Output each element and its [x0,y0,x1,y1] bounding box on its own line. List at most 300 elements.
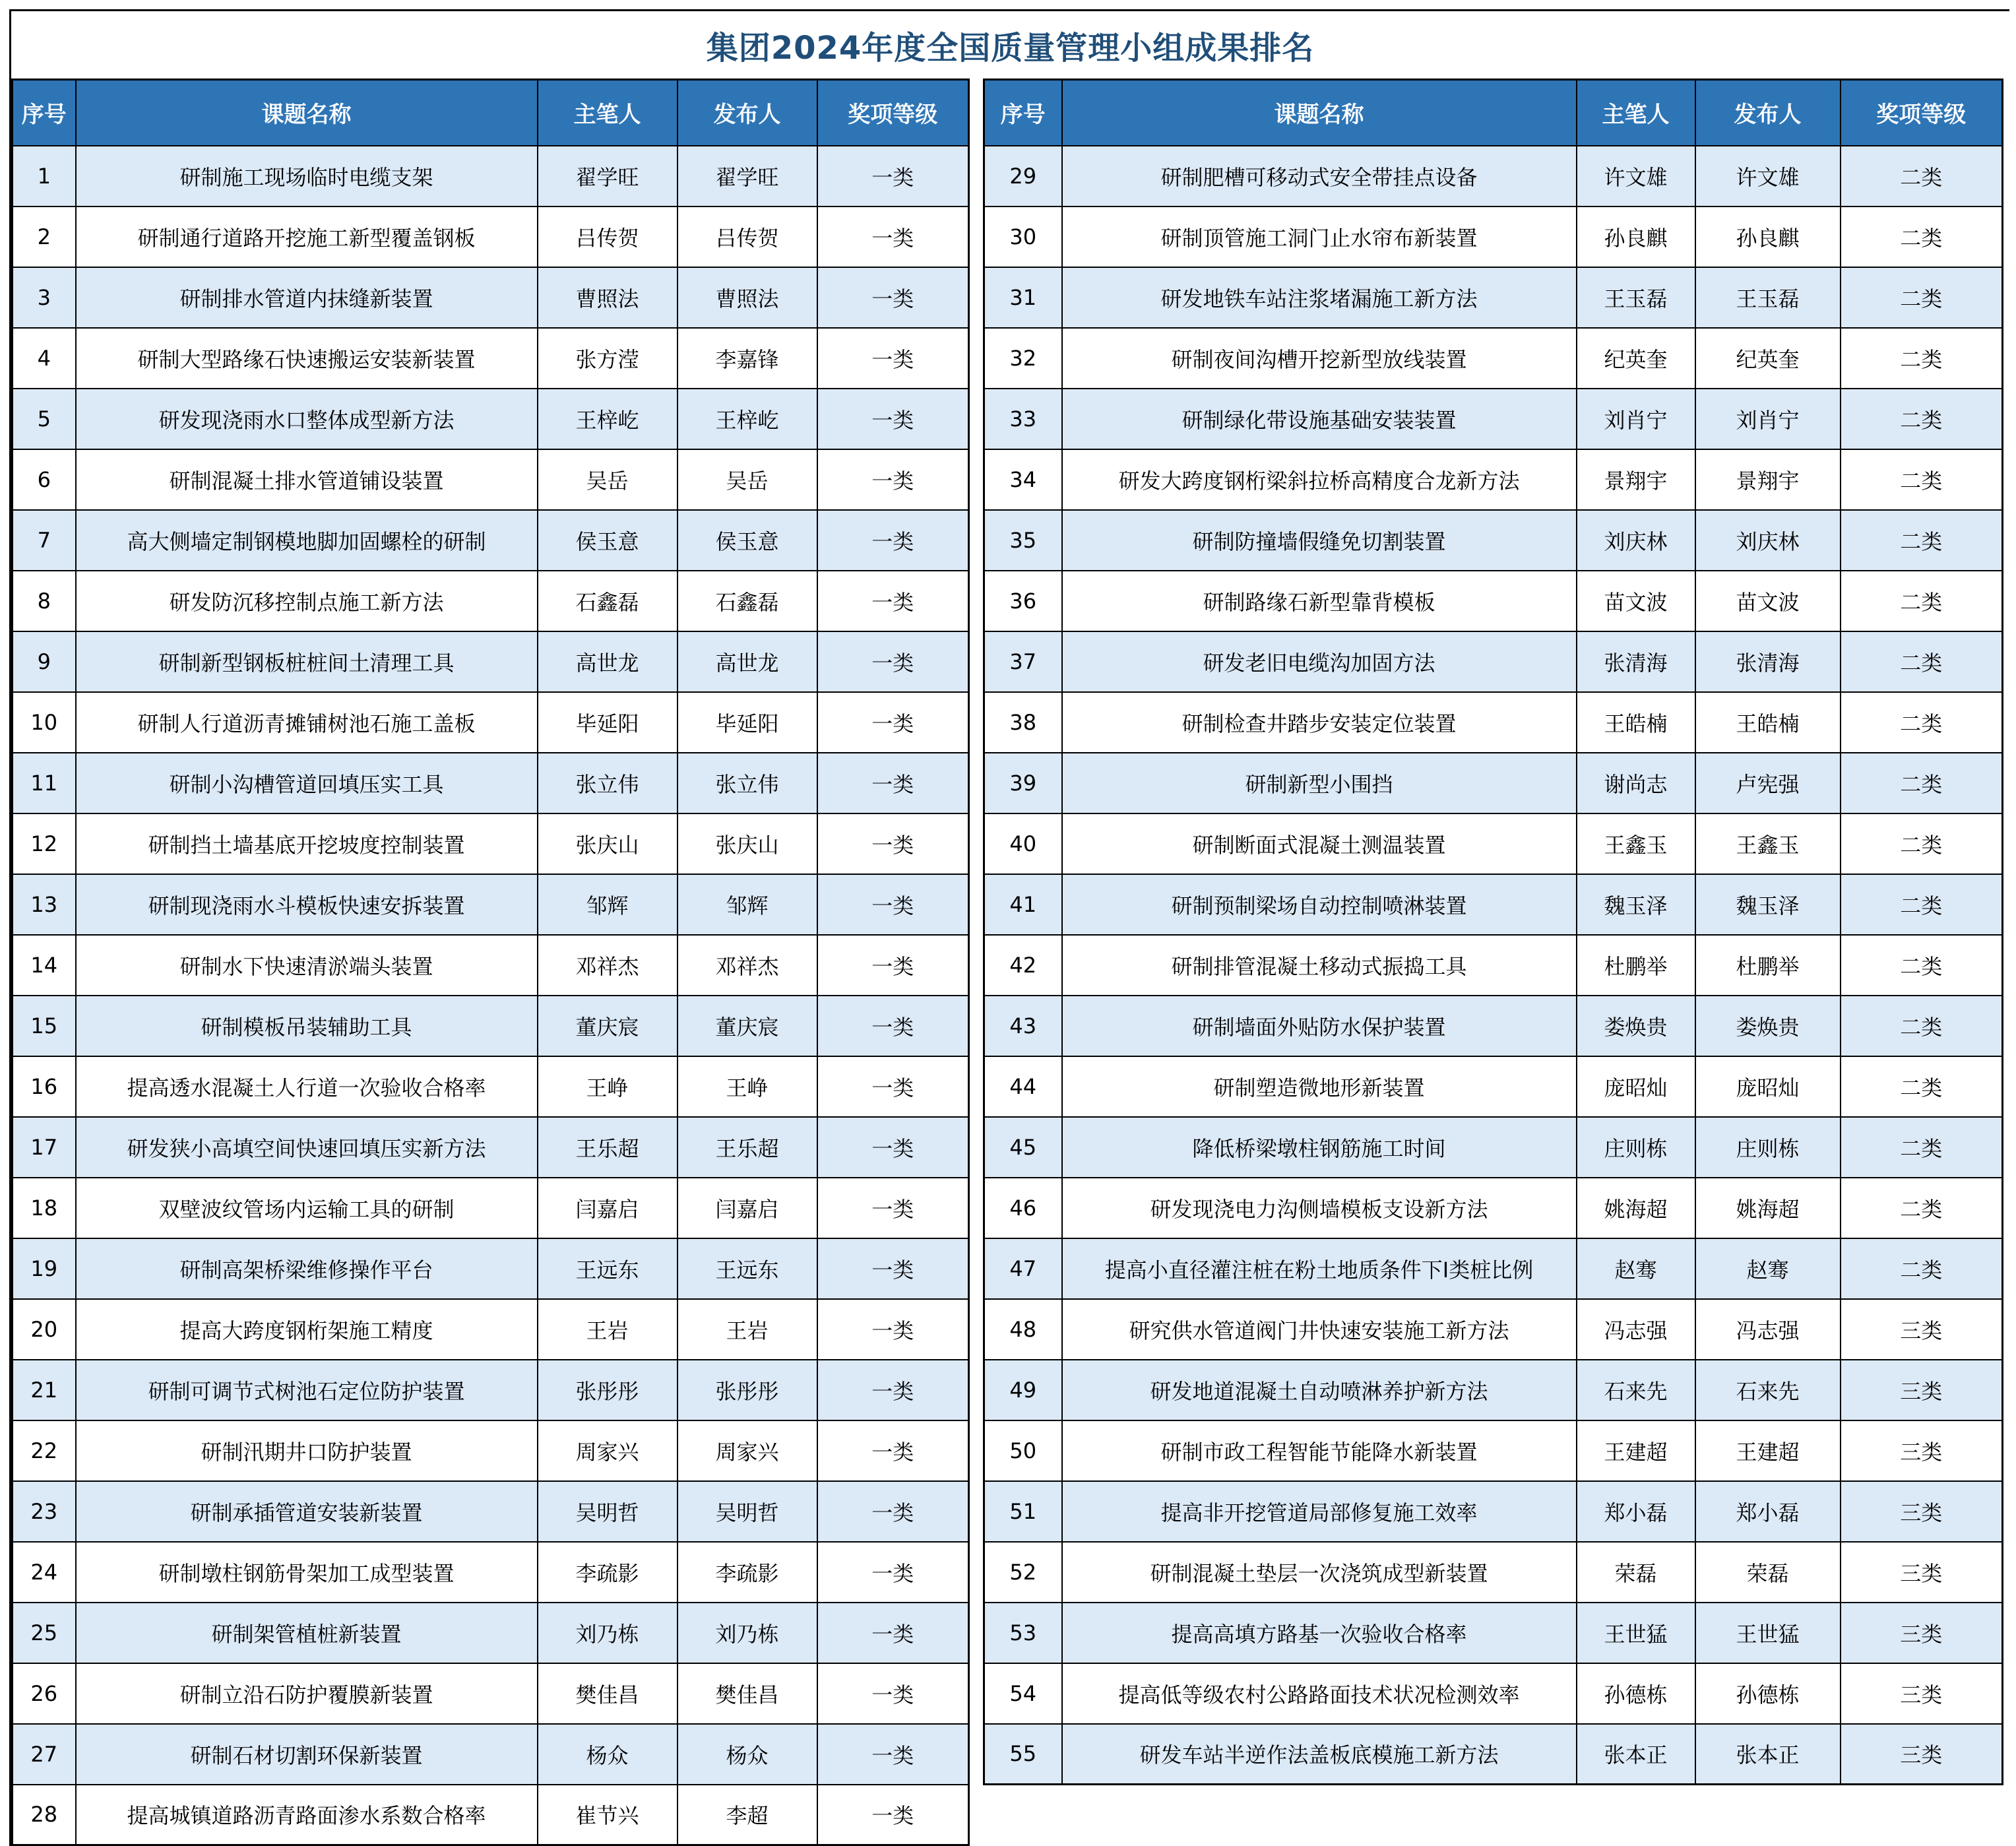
table-row [13,1603,969,1663]
author-cell: 翟学旺 [538,146,677,207]
author-cell: 刘肖宁 [1577,389,1695,449]
author-cell: 王梓屹 [538,389,677,449]
serial-cell: 23 [13,1481,76,1542]
author-cell: 冯志强 [1577,1299,1695,1360]
topic-cell: 研制人行道沥青摊铺树池石施工盖板 [76,692,538,753]
publisher-cell: 娄焕贵 [1695,996,1841,1056]
topic-cell: 研制塑造微地形新装置 [1062,1056,1577,1117]
topic-cell: 研制新型小围挡 [1062,753,1577,813]
award-cell: 一类 [817,1178,969,1238]
topic-cell: 研发防沉移控制点施工新方法 [76,571,538,631]
topic-cell: 研制路缘石新型靠背模板 [1062,571,1577,631]
table-row [13,631,969,692]
topic-cell: 研制夜间沟槽开挖新型放线装置 [1062,328,1577,389]
award-cell: 一类 [817,1238,969,1299]
table-row [13,996,969,1056]
award-cell: 三类 [1841,1299,2003,1360]
author-cell: 李疏影 [538,1542,677,1603]
publisher-cell: 冯志强 [1695,1299,1841,1360]
topic-cell: 研发地铁车站注浆堵漏施工新方法 [1062,267,1577,328]
serial-cell: 40 [984,813,1062,874]
serial-cell: 31 [984,267,1062,328]
publisher-cell: 翟学旺 [677,146,817,207]
topic-cell: 提高透水混凝土人行道一次验收合格率 [76,1056,538,1117]
table-row [984,1420,2003,1481]
topic-cell: 研发现浇雨水口整体成型新方法 [76,389,538,449]
table-row [13,1420,969,1481]
publisher-cell: 李超 [677,1785,817,1845]
award-cell: 一类 [817,389,969,449]
topic-cell: 提高非开挖管道局部修复施工效率 [1062,1481,1577,1542]
topic-cell: 研发车站半逆作法盖板底模施工新方法 [1062,1724,1577,1785]
author-cell: 王鑫玉 [1577,813,1695,874]
spreadsheet-area [9,9,2009,1846]
publisher-cell: 刘肖宁 [1695,389,1841,449]
publisher-cell: 张清海 [1695,631,1841,692]
serial-cell: 46 [984,1178,1062,1238]
publisher-cell: 王建超 [1695,1420,1841,1481]
table-row [984,753,2003,813]
publisher-cell: 闫嘉启 [677,1178,817,1238]
table-row [13,1117,969,1178]
page-title: 集团2024年度全国质量管理小组成果排名 [706,29,1315,67]
serial-cell: 47 [984,1238,1062,1299]
publisher-cell: 王岩 [677,1299,817,1360]
serial-cell: 20 [13,1299,76,1360]
publisher-cell: 吴岳 [677,449,817,510]
serial-cell: 4 [13,328,76,389]
author-cell: 王峥 [538,1056,677,1117]
author-cell: 邓祥杰 [538,935,677,996]
award-cell: 二类 [1841,510,2003,571]
award-cell: 三类 [1841,1542,2003,1603]
column-header: 序号 [984,80,1062,146]
award-cell: 一类 [817,449,969,510]
serial-cell: 19 [13,1238,76,1299]
topic-cell: 降低桥梁墩柱钢筋施工时间 [1062,1117,1577,1178]
award-cell: 三类 [1841,1360,2003,1420]
award-cell: 一类 [817,328,969,389]
topic-cell: 研制绿化带设施基础安装装置 [1062,389,1577,449]
author-cell: 石来先 [1577,1360,1695,1420]
publisher-cell: 石鑫磊 [677,571,817,631]
table-row [13,813,969,874]
publisher-cell: 张庆山 [677,813,817,874]
column-header: 奖项等级 [817,80,969,146]
topic-cell: 研发现浇电力沟侧墙模板支设新方法 [1062,1178,1577,1238]
serial-cell: 16 [13,1056,76,1117]
table-row [984,1299,2003,1360]
topic-cell: 研制承插管道安装新装置 [76,1481,538,1542]
award-cell: 一类 [817,571,969,631]
award-cell: 一类 [817,207,969,267]
author-cell: 杨众 [538,1724,677,1785]
table-row [13,1785,969,1845]
award-cell: 二类 [1841,389,2003,449]
award-cell: 二类 [1841,449,2003,510]
award-cell: 一类 [817,692,969,753]
serial-cell: 30 [984,207,1062,267]
topic-cell: 提高低等级农村公路路面技术状况检测效率 [1062,1663,1577,1724]
topic-cell: 研制新型钢板桩桩间土清理工具 [76,631,538,692]
publisher-cell: 许文雄 [1695,146,1841,207]
topic-cell: 研制可调节式树池石定位防护装置 [76,1360,538,1420]
author-cell: 赵骞 [1577,1238,1695,1299]
author-cell: 景翔宇 [1577,449,1695,510]
table-row [984,1360,2003,1420]
title-bar [11,11,2009,79]
table-row [984,692,2003,753]
publisher-cell: 刘庆林 [1695,510,1841,571]
publisher-cell: 张立伟 [677,753,817,813]
table-row [13,1360,969,1420]
table-row [13,1178,969,1238]
author-cell: 董庆宸 [538,996,677,1056]
topic-cell: 研制挡土墙基底开挖坡度控制装置 [76,813,538,874]
award-cell: 一类 [817,1724,969,1785]
publisher-cell: 邓祥杰 [677,935,817,996]
serial-cell: 6 [13,449,76,510]
author-cell: 魏玉泽 [1577,874,1695,935]
serial-cell: 11 [13,753,76,813]
table-row [984,935,2003,996]
ranking-tables [11,79,2009,1846]
table-row [984,328,2003,389]
award-cell: 二类 [1841,1238,2003,1299]
author-cell: 高世龙 [538,631,677,692]
publisher-cell: 李嘉锋 [677,328,817,389]
column-header: 发布人 [1695,80,1841,146]
publisher-cell: 周家兴 [677,1420,817,1481]
publisher-cell: 王玉磊 [1695,267,1841,328]
author-cell: 刘庆林 [1577,510,1695,571]
author-cell: 纪英奎 [1577,328,1695,389]
serial-cell: 8 [13,571,76,631]
award-cell: 三类 [1841,1481,2003,1542]
table-row [984,1056,2003,1117]
author-cell: 张立伟 [538,753,677,813]
publisher-cell: 侯玉意 [677,510,817,571]
award-cell: 二类 [1841,1056,2003,1117]
topic-cell: 研制模板吊装辅助工具 [76,996,538,1056]
serial-cell: 7 [13,510,76,571]
publisher-cell: 卢宪强 [1695,753,1841,813]
award-cell: 一类 [817,996,969,1056]
award-cell: 二类 [1841,996,2003,1056]
author-cell: 闫嘉启 [538,1178,677,1238]
topic-cell: 研制通行道路开挖施工新型覆盖钢板 [76,207,538,267]
author-cell: 谢尚志 [1577,753,1695,813]
serial-cell: 36 [984,571,1062,631]
author-cell: 曹照法 [538,267,677,328]
award-cell: 二类 [1841,146,2003,207]
table-row [13,207,969,267]
serial-cell: 21 [13,1360,76,1420]
author-cell: 苗文波 [1577,571,1695,631]
topic-cell: 提高城镇道路沥青路面渗水系数合格率 [76,1785,538,1845]
serial-cell: 17 [13,1117,76,1178]
author-cell: 张本正 [1577,1724,1695,1785]
publisher-cell: 刘乃栋 [677,1603,817,1663]
topic-cell: 研制墙面外贴防水保护装置 [1062,996,1577,1056]
award-cell: 二类 [1841,571,2003,631]
serial-cell: 25 [13,1603,76,1663]
publisher-cell: 王皓楠 [1695,692,1841,753]
award-cell: 二类 [1841,874,2003,935]
award-cell: 二类 [1841,631,2003,692]
publisher-cell: 张本正 [1695,1724,1841,1785]
table-row [984,813,2003,874]
award-cell: 一类 [817,874,969,935]
publisher-cell: 董庆宸 [677,996,817,1056]
topic-cell: 研制排管混凝土移动式振捣工具 [1062,935,1577,996]
topic-cell: 研制小沟槽管道回填压实工具 [76,753,538,813]
award-cell: 一类 [817,1603,969,1663]
author-cell: 张彤彤 [538,1360,677,1420]
table-row [984,146,2003,207]
column-header: 奖项等级 [1841,80,2003,146]
serial-cell: 18 [13,1178,76,1238]
serial-cell: 29 [984,146,1062,207]
author-cell: 王皓楠 [1577,692,1695,753]
author-cell: 孙德栋 [1577,1663,1695,1724]
table-row [13,389,969,449]
table-row [13,1724,969,1785]
serial-cell: 15 [13,996,76,1056]
publisher-cell: 高世龙 [677,631,817,692]
author-cell: 吴岳 [538,449,677,510]
publisher-cell: 魏玉泽 [1695,874,1841,935]
table-row [984,207,2003,267]
serial-cell: 38 [984,692,1062,753]
table-row [13,328,969,389]
publisher-cell: 李疏影 [677,1542,817,1603]
author-cell: 樊佳昌 [538,1663,677,1724]
author-cell: 杜鹏举 [1577,935,1695,996]
publisher-cell: 赵骞 [1695,1238,1841,1299]
topic-cell: 研制施工现场临时电缆支架 [76,146,538,207]
serial-cell: 33 [984,389,1062,449]
award-cell: 一类 [817,1663,969,1724]
topic-cell: 研制大型路缘石快速搬运安装新装置 [76,328,538,389]
table-row [13,449,969,510]
topic-cell: 研制架管植桩新装置 [76,1603,538,1663]
publisher-cell: 荣磊 [1695,1542,1841,1603]
author-cell: 王乐超 [538,1117,677,1178]
award-cell: 三类 [1841,1724,2003,1785]
serial-cell: 1 [13,146,76,207]
table-row [984,874,2003,935]
award-cell: 二类 [1841,935,2003,996]
table-row [984,1663,2003,1724]
column-header: 课题名称 [1062,80,1577,146]
topic-cell: 研制石材切割环保新装置 [76,1724,538,1785]
table-row [13,267,969,328]
publisher-cell: 孙德栋 [1695,1663,1841,1724]
topic-cell: 提高大跨度钢桁架施工精度 [76,1299,538,1360]
author-cell: 张方滢 [538,328,677,389]
award-cell: 一类 [817,1542,969,1603]
topic-cell: 研制预制梁场自动控制喷淋装置 [1062,874,1577,935]
serial-cell: 55 [984,1724,1062,1785]
table-row [984,1542,2003,1603]
topic-cell: 研发地道混凝土自动喷淋养护新方法 [1062,1360,1577,1420]
author-cell: 吴明哲 [538,1481,677,1542]
award-cell: 三类 [1841,1420,2003,1481]
author-cell: 荣磊 [1577,1542,1695,1603]
publisher-cell: 石来先 [1695,1360,1841,1420]
serial-cell: 3 [13,267,76,328]
publisher-cell: 王鑫玉 [1695,813,1841,874]
author-cell: 庞昭灿 [1577,1056,1695,1117]
serial-cell: 13 [13,874,76,935]
publisher-cell: 吴明哲 [677,1481,817,1542]
column-header: 序号 [13,80,76,146]
award-cell: 一类 [817,935,969,996]
publisher-cell: 王梓屹 [677,389,817,449]
publisher-cell: 曹照法 [677,267,817,328]
award-cell: 一类 [817,510,969,571]
award-cell: 二类 [1841,1117,2003,1178]
publisher-cell: 樊佳昌 [677,1663,817,1724]
publisher-cell: 王峥 [677,1056,817,1117]
topic-cell: 研制立沿石防护覆膜新装置 [76,1663,538,1724]
serial-cell: 54 [984,1663,1062,1724]
serial-cell: 48 [984,1299,1062,1360]
author-cell: 王远东 [538,1238,677,1299]
publisher-cell: 纪英奎 [1695,328,1841,389]
award-cell: 一类 [817,1785,969,1845]
serial-cell: 43 [984,996,1062,1056]
serial-cell: 28 [13,1785,76,1845]
award-cell: 一类 [817,267,969,328]
topic-cell: 研制墩柱钢筋骨架加工成型装置 [76,1542,538,1603]
table-row [984,267,2003,328]
publisher-cell: 郑小磊 [1695,1481,1841,1542]
publisher-cell: 苗文波 [1695,571,1841,631]
serial-cell: 5 [13,389,76,449]
serial-cell: 52 [984,1542,1062,1603]
author-cell: 石鑫磊 [538,571,677,631]
serial-cell: 49 [984,1360,1062,1420]
topic-cell: 研发大跨度钢桁梁斜拉桥高精度合龙新方法 [1062,449,1577,510]
topic-cell: 研发老旧电缆沟加固方法 [1062,631,1577,692]
serial-cell: 2 [13,207,76,267]
table-row [984,571,2003,631]
publisher-cell: 庄则栋 [1695,1117,1841,1178]
award-cell: 一类 [817,146,969,207]
publisher-cell: 王乐超 [677,1117,817,1178]
ranking-table-left [11,79,970,1846]
table-row [984,449,2003,510]
author-cell: 娄焕贵 [1577,996,1695,1056]
award-cell: 一类 [817,1420,969,1481]
header-row [984,80,2003,146]
author-cell: 王玉磊 [1577,267,1695,328]
publisher-cell: 孙良麒 [1695,207,1841,267]
topic-cell: 研制防撞墙假缝免切割装置 [1062,510,1577,571]
table-row [984,1238,2003,1299]
table-row [13,1663,969,1724]
topic-cell: 研制现浇雨水斗模板快速安拆装置 [76,874,538,935]
table-row [13,753,969,813]
column-header: 发布人 [677,80,817,146]
table-row [13,935,969,996]
award-cell: 一类 [817,1360,969,1420]
award-cell: 一类 [817,631,969,692]
serial-cell: 22 [13,1420,76,1481]
topic-cell: 高大侧墙定制钢模地脚加固螺栓的研制 [76,510,538,571]
header-row [13,80,969,146]
author-cell: 毕延阳 [538,692,677,753]
award-cell: 一类 [817,813,969,874]
column-header: 课题名称 [76,80,538,146]
publisher-cell: 吕传贺 [677,207,817,267]
award-cell: 二类 [1841,267,2003,328]
topic-cell: 研制排水管道内抹缝新装置 [76,267,538,328]
author-cell: 崔节兴 [538,1785,677,1845]
serial-cell: 53 [984,1603,1062,1663]
publisher-cell: 张彤彤 [677,1360,817,1420]
topic-cell: 研制混凝土排水管道铺设装置 [76,449,538,510]
table-row [984,510,2003,571]
topic-cell: 研制混凝土垫层一次浇筑成型新装置 [1062,1542,1577,1603]
serial-cell: 42 [984,935,1062,996]
award-cell: 二类 [1841,207,2003,267]
publisher-cell: 景翔宇 [1695,449,1841,510]
table-row [13,1056,969,1117]
serial-cell: 35 [984,510,1062,571]
author-cell: 刘乃栋 [538,1603,677,1663]
table-row [984,996,2003,1056]
table-row [13,1481,969,1542]
table-row [984,389,2003,449]
topic-cell: 研发狭小高填空间快速回填压实新方法 [76,1117,538,1178]
serial-cell: 39 [984,753,1062,813]
column-header: 主笔人 [1577,80,1695,146]
serial-cell: 26 [13,1663,76,1724]
topic-cell: 研制高架桥梁维修操作平台 [76,1238,538,1299]
award-cell: 二类 [1841,328,2003,389]
topic-cell: 提高小直径灌注桩在粉土地质条件下Ⅰ类桩比例 [1062,1238,1577,1299]
topic-cell: 双壁波纹管场内运输工具的研制 [76,1178,538,1238]
award-cell: 一类 [817,753,969,813]
award-cell: 二类 [1841,813,2003,874]
topic-cell: 研制水下快速清淤端头装置 [76,935,538,996]
serial-cell: 27 [13,1724,76,1785]
table-row [13,146,969,207]
award-cell: 二类 [1841,692,2003,753]
topic-cell: 研制市政工程智能节能降水新装置 [1062,1420,1577,1481]
table-row [13,1542,969,1603]
publisher-cell: 王远东 [677,1238,817,1299]
serial-cell: 45 [984,1117,1062,1178]
serial-cell: 44 [984,1056,1062,1117]
table-row [984,1724,2003,1785]
serial-cell: 9 [13,631,76,692]
award-cell: 一类 [817,1299,969,1360]
award-cell: 一类 [817,1056,969,1117]
topic-cell: 研究供水管道阀门井快速安装施工新方法 [1062,1299,1577,1360]
author-cell: 周家兴 [538,1420,677,1481]
table-row [13,571,969,631]
table-row [984,631,2003,692]
author-cell: 姚海超 [1577,1178,1695,1238]
publisher-cell: 杨众 [677,1724,817,1785]
award-cell: 三类 [1841,1663,2003,1724]
table-row [13,692,969,753]
author-cell: 张庆山 [538,813,677,874]
